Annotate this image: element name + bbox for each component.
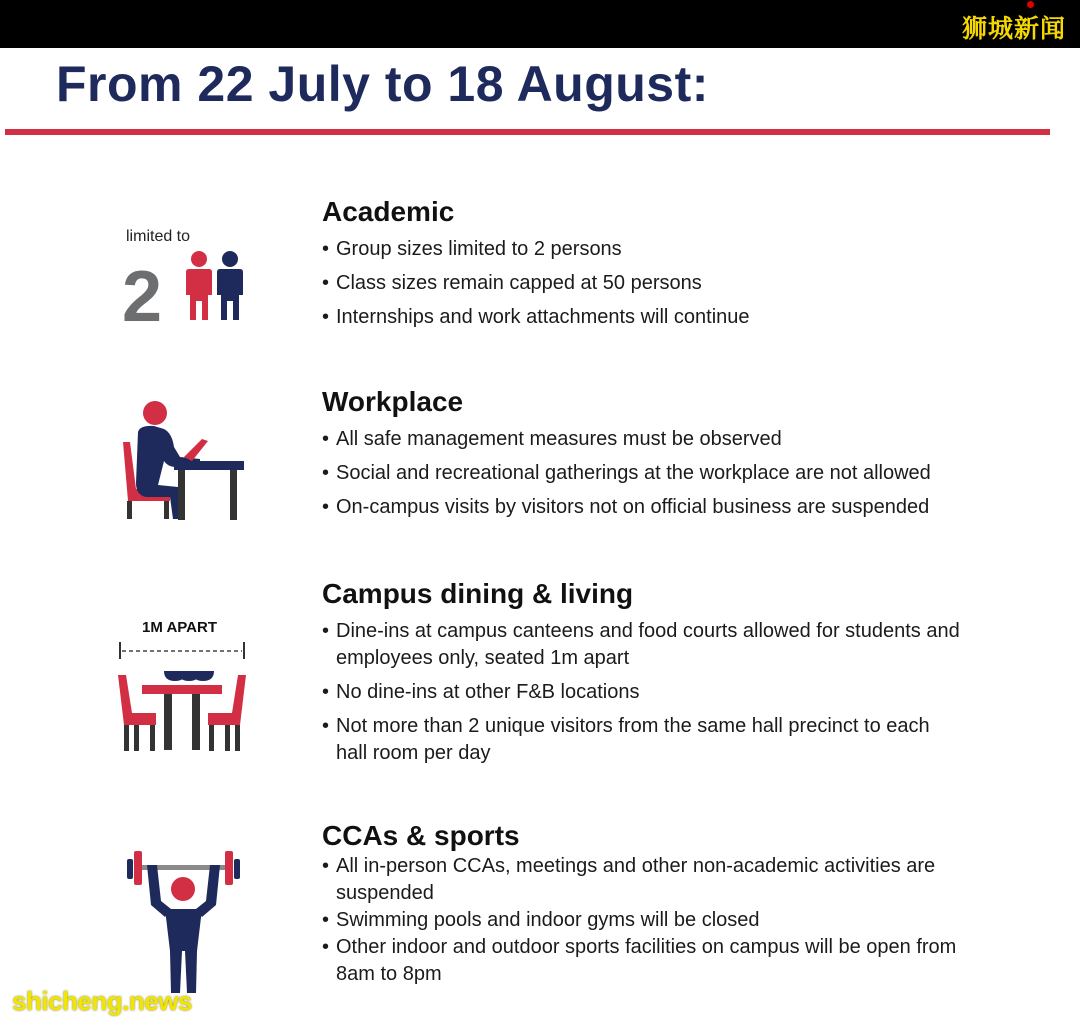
person-at-desk-icon <box>118 397 248 522</box>
list-item: • Swimming pools and indoor gyms will be closed <box>322 907 982 934</box>
section-title: Campus dining & living <box>322 578 634 609</box>
section-dining <box>0 577 1080 777</box>
list-item: • Group sizes limited to 2 persons <box>322 236 1022 263</box>
ccas-sports-content <box>322 819 1022 988</box>
list-item: • Other indoor and outdoor sports facilities on campus will be open from 8am to 8pm <box>322 934 982 988</box>
section-workplace <box>0 385 1080 535</box>
icon-number-text: 2 <box>122 257 163 323</box>
workplace-content <box>322 385 1022 521</box>
top-bar <box>0 0 1080 48</box>
list-item: • Not more than 2 unique visitors from the same hall precinct to each hall room per day <box>322 713 962 767</box>
section-title: Workplace <box>322 386 464 417</box>
icon-distance-label: 1M APART <box>142 619 217 636</box>
brand-logo-text: 狮城新闻 <box>961 14 1066 43</box>
list-item: • Dine-ins at campus canteens and food courts allowed for students and employees only, seated 1m apart <box>322 618 962 672</box>
bullet-list <box>322 618 962 767</box>
bullet-list <box>322 236 1022 331</box>
list-item: • Internships and work attachments will continue <box>322 304 1022 331</box>
list-item: • Social and recreational gatherings at the workplace are not allowed <box>322 460 1022 487</box>
dining-content <box>322 577 1022 767</box>
people-limit-icon <box>118 223 253 323</box>
bullet-list <box>322 426 1022 521</box>
icon-limited-to-text: limited to <box>126 228 191 245</box>
list-item: • All in-person CCAs, meetings and other non-academic activities are suspended <box>322 853 982 907</box>
section-ccas-sports <box>0 819 1080 1009</box>
section-title: Academic <box>322 196 455 227</box>
list-item: • Class sizes remain capped at 50 persons <box>322 270 1022 297</box>
dining-table-icon <box>112 615 252 753</box>
section-title: CCAs & sports <box>322 820 520 851</box>
red-dot-icon <box>1027 1 1034 8</box>
list-item: • All safe management measures must be observed <box>322 426 1022 453</box>
academic-content <box>322 195 1022 331</box>
navy-person-icon <box>217 251 243 320</box>
page-title: From 22 July to 18 August: <box>56 56 709 112</box>
watermark-text: shicheng.news <box>12 986 192 1016</box>
bullet-list <box>322 853 982 988</box>
title-divider <box>5 129 1050 135</box>
list-item: • No dine-ins at other F&B locations <box>322 679 962 706</box>
red-person-icon <box>186 251 212 320</box>
weightlifter-icon <box>125 847 243 995</box>
list-item: • On-campus visits by visitors not on official business are suspended <box>322 494 1022 521</box>
section-academic <box>0 195 1080 345</box>
